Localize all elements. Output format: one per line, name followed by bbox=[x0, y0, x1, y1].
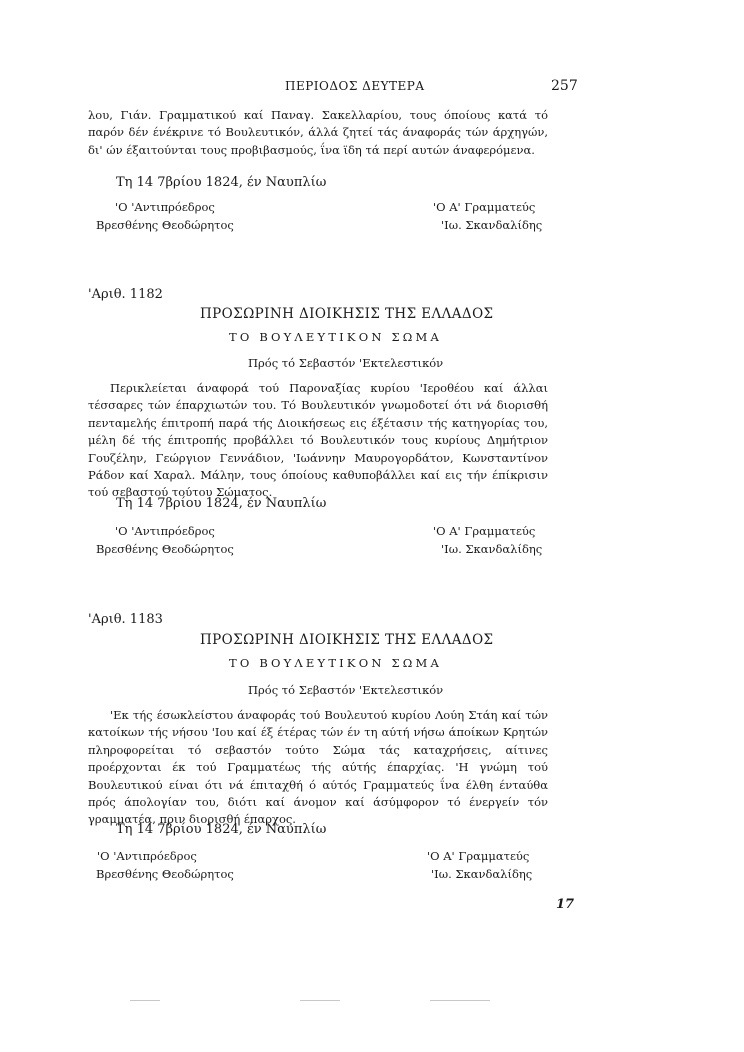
doc-1183-date: Τη 14 7βρίου 1824, έν Ναυπλίω bbox=[116, 822, 327, 837]
carryover-paragraph: λου, Γιάν. Γραμματικού καί Παναγ. Σακελλαρίου, τους όποίους κατά τό παρόν δέν ένέκρινε τό Βουλευτικόν, άλλά ζητεί τάς άναφοράς τών άρχηγών, δι' ών έξαιτούνται τους προβιβασμούς, ΐνα ϊδη τά περί αυτών άναφερόμενα. bbox=[88, 108, 548, 157]
doc-1183-addressee: Πρός τό Σεβαστόν 'Εκτελεστικόν bbox=[248, 683, 444, 697]
doc-1182-sign-left-name: Βρεσθένης Θεοδώρητος bbox=[96, 542, 234, 556]
signature-mark: 17 bbox=[556, 897, 575, 912]
carryover-sign-left-title: 'Ο 'Αντιπρόεδρος bbox=[115, 200, 215, 214]
doc-1182-body: Περικλείεται άναφορά τού Παροναξίας κυρίου 'Ιεροθέου καί άλλαι τέσσαρες τών έπαρχιωτών του. Τό Βουλευτικόν γνωμοδοτεί ότι νά διορισθή πενταμελής έπιτροπή παρά τής Διοικήσεως εις έξέτασιν τής κατηγορίας του, μέλη δέ τής έπιτροπής προβάλλει τό Βουλευτικόν τους κυρίους Δημήτριον Γουζέλην, Γεώργιον Γεννάδιον, 'Ιωάννην Μαυρογορδάτον, Κωνσταντίνον Ράδον καί Χαραλ. Μάλην, τους όποίους καθυποβάλλει καί εις τήν έπίκρισιν τού σεβαστού τούτου Σώματος. bbox=[88, 381, 548, 500]
carryover-date: Τη 14 7βρίου 1824, έν Ναυπλίω bbox=[116, 175, 327, 190]
doc-1183-sign-left-name: Βρεσθένης Θεοδώρητος bbox=[96, 867, 234, 881]
doc-1182-sign-right-name: 'Ιω. Σκανδαλίδης bbox=[441, 542, 543, 556]
carryover-sign-right-title: 'Ο Α' Γραμματεύς bbox=[433, 200, 536, 214]
running-title: ΠΕΡΙΟΔΟΣ ΔΕΥΤΕΡΑ bbox=[285, 79, 425, 93]
doc-1182-number: 'Αριθ. 1182 bbox=[88, 287, 163, 302]
doc-1182-title: ΠΡΟΣΩΡΙΝΗ ΔΙΟΙΚΗΣΙΣ ΤΗΣ ΕΛΛΑΔΟΣ bbox=[200, 306, 494, 322]
doc-1183-number: 'Αριθ. 1183 bbox=[88, 612, 163, 627]
doc-1182-date: Τη 14 7βρίου 1824, έν Ναυπλίω bbox=[116, 496, 327, 511]
doc-1183-sign-right-name: 'Ιω. Σκανδαλίδης bbox=[431, 867, 533, 881]
scan-artifact bbox=[430, 1000, 490, 1001]
doc-1183-body: 'Εκ τής έσωκλείστου άναφοράς τού Βουλευτού κυρίου Λούη Στάη καί τών κατοίκων τής νήσου 'Ιου καί έξ έτέρας τών έν τη αύτή νήσω άποίκων Κρητών πληροφορείται τό σεβαστόν τούτο Σώμα τάς καταχρήσεις, αίτινες προέρχονται έκ τού Γραμματέως τής αύτής έπαρχίας. 'Η γνώμη τού Βουλευτικού είναι ότι νά έπιταχθή ό αύτός Γραμματεύς ΐνα έλθη ένταύθα πρός άπολογίαν του, διότι καί άνομον καί άσύμφορον τό ένεργείν τόν γραμματέα, πριν διορισθή έπαρχος. bbox=[88, 708, 548, 827]
scan-artifact bbox=[130, 1000, 160, 1001]
doc-1182-sign-left-title: 'Ο 'Αντιπρόεδρος bbox=[115, 524, 215, 538]
scan-artifact bbox=[300, 1000, 340, 1001]
doc-1183-subtitle: ΤΟ ΒΟΥΛΕΥΤΙΚΟΝ ΣΩΜΑ bbox=[229, 656, 443, 670]
page-number: 257 bbox=[551, 78, 578, 94]
doc-1182-addressee: Πρός τό Σεβαστόν 'Εκτελεστικόν bbox=[248, 356, 444, 370]
doc-1182-sign-right-title: 'Ο Α' Γραμματεύς bbox=[433, 524, 536, 538]
doc-1183-title: ΠΡΟΣΩΡΙΝΗ ΔΙΟΙΚΗΣΙΣ ΤΗΣ ΕΛΛΑΔΟΣ bbox=[200, 632, 494, 648]
carryover-sign-left-name: Βρεσθένης Θεοδώρητος bbox=[96, 218, 234, 232]
doc-1182-subtitle: ΤΟ ΒΟΥΛΕΥΤΙΚΟΝ ΣΩΜΑ bbox=[229, 330, 443, 344]
doc-1183-sign-right-title: 'Ο Α' Γραμματεύς bbox=[427, 849, 530, 863]
carryover-sign-right-name: 'Ιω. Σκανδαλίδης bbox=[441, 218, 543, 232]
doc-1183-sign-left-title: 'Ο 'Αντιπρόεδρος bbox=[97, 849, 197, 863]
